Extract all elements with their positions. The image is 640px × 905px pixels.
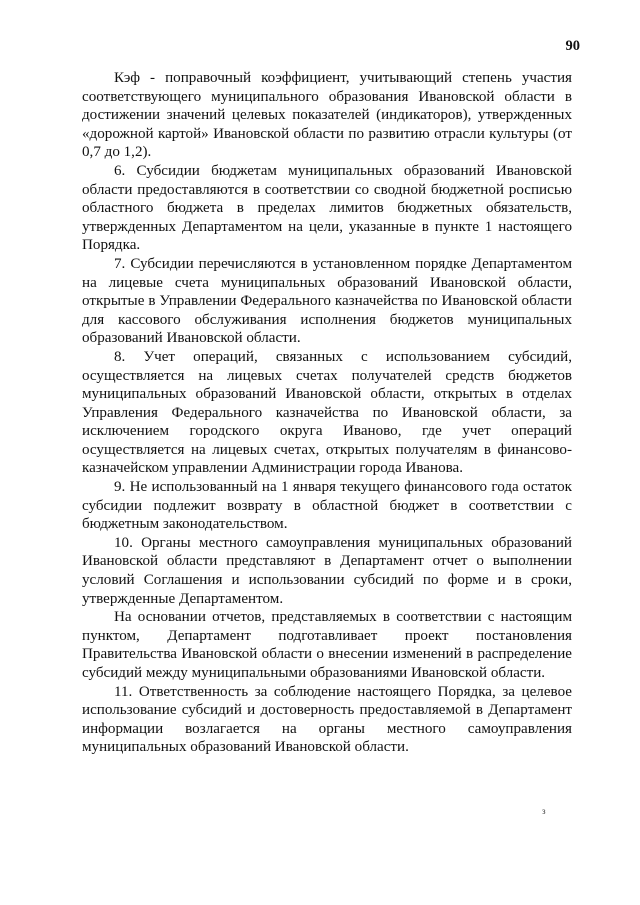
paragraph-coefficient <box>82 69 572 162</box>
coefficient-description: - поправочный коэффициент, учитывающий степень участия соответствующего муниципального образования Ивановской области в достижении значений целевых показателей (индикаторов), утвержденных «дорожной картой» Ивановской области по развитию отрасли культуры (от 0,7 до 1,2). <box>82 70 572 161</box>
paragraph-10-reports: На основании отчетов, представляемых в соответствии с настоящим пунктом, Департамент подготавливает проект постановления Правительства Ивановской области о внесении изменений в распределение субсидий между муниципальными образованиями Ивановской области. <box>82 609 572 681</box>
stray-mark: з <box>542 806 546 816</box>
paragraph-10: 10. Органы местного самоуправления муниципальных образований Ивановской области представляют в Департамент отчет о выполнении условий Соглашения и использовании субсидий по форме и в сроки, утвержденные Департаментом. <box>82 534 572 607</box>
page-number: 90 <box>565 38 580 54</box>
paragraph-8: 8. Учет операций, связанных с использованием субсидий, осуществляется на лицевых счетах получателей средств бюджетов муниципальных образований Ивановской области, открытых в отделах Управления Федерального казначейства по Ивановской области, за исключением городского округа Иваново, где учет операций осуществляется на лицевых счетах, открытых получателям в финансово-казначейском управлении Администрации города Иванова. <box>82 348 572 477</box>
paragraph-7: 7. Субсидии перечисляются в установленном порядке Департаментом на лицевые счета муниципальных образований Ивановской области, открытые в Управлении Федерального казначейства по Ивановской области для кассового обслуживания исполнения бюджетов муниципальных образований Ивановской области. <box>82 255 572 347</box>
document-body <box>82 69 572 757</box>
paragraph-6: 6. Субсидии бюджетам муниципальных образований Ивановской области предоставляются в соответствии со сводной бюджетной росписью областного бюджета в пределах лимитов бюджетных обязательств, утвержденных Департаментом на цели, указанные в пункте 1 настоящего Порядка. <box>82 162 572 254</box>
paragraph-11: 11. Ответственность за соблюдение настоящего Порядка, за целевое использование субсидий и достоверность предоставляемой в Департамент информации возлагается на органы местного самоуправления муниципальных образований Ивановской области. <box>82 683 572 756</box>
paragraph-9: 9. Не использованный на 1 января текущего финансового года остаток субсидии подлежит возврату в областной бюджет в соответствии с бюджетным законодательством. <box>82 479 572 533</box>
coefficient-symbol: Кэф <box>114 70 141 86</box>
